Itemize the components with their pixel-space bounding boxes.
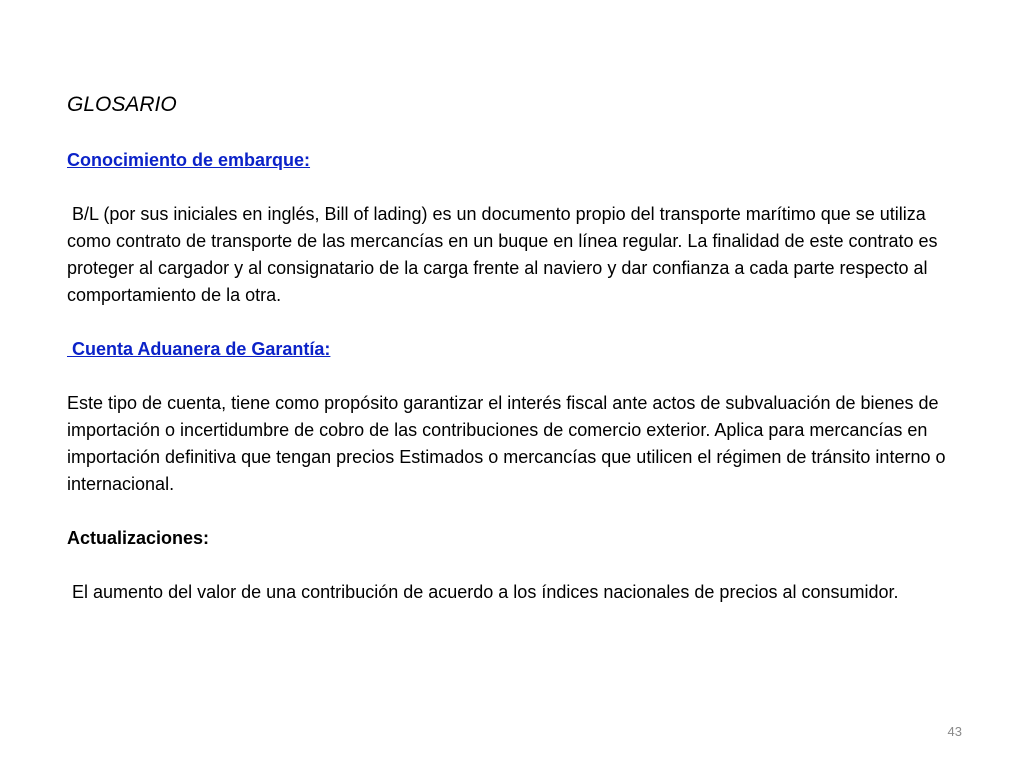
term-conocimiento-de-embarque[interactable] — [67, 147, 972, 174]
definition-conocimiento-de-embarque: B/L (por sus iniciales en inglés, Bill of lading) es un documento propio del transporte marítimo que se utiliza como contrato de transporte de las mercancías en un buque en línea regular. La finalidad de este contrato es proteger al cargador y al consignatario de la carga frente al naviero y dar confianza a cada parte respecto al comportamiento de la otra. — [67, 204, 943, 305]
term-link-cuenta-aduanera-de-garantia[interactable]: Cuenta Aduanera de Garantía: — [67, 339, 331, 359]
term-link-conocimiento-de-embarque[interactable]: Conocimiento de embarque: — [67, 150, 311, 170]
definition-cuenta-aduanera-de-garantia: Este tipo de cuenta, tiene como propósito garantizar el interés fiscal ante actos de subvaluación de bienes de importación o incertidumbre de cobro de las contribuciones de comercio exterior. Aplica para mercancías en importación definitiva que tengan precios Estimados o mercancías que utilicen el régimen de tránsito interno o internacional. — [67, 393, 946, 494]
definition-actualizaciones: El aumento del valor de una contribución de acuerdo a los índices nacionales de precios al consumidor. — [67, 582, 899, 602]
slide-content — [67, 90, 972, 633]
term-actualizaciones: Actualizaciones: — [67, 528, 210, 548]
term-cuenta-aduanera-de-garantia[interactable] — [67, 336, 972, 363]
page-number: 43 — [947, 724, 962, 739]
glossary-title: GLOSARIO — [67, 93, 177, 116]
